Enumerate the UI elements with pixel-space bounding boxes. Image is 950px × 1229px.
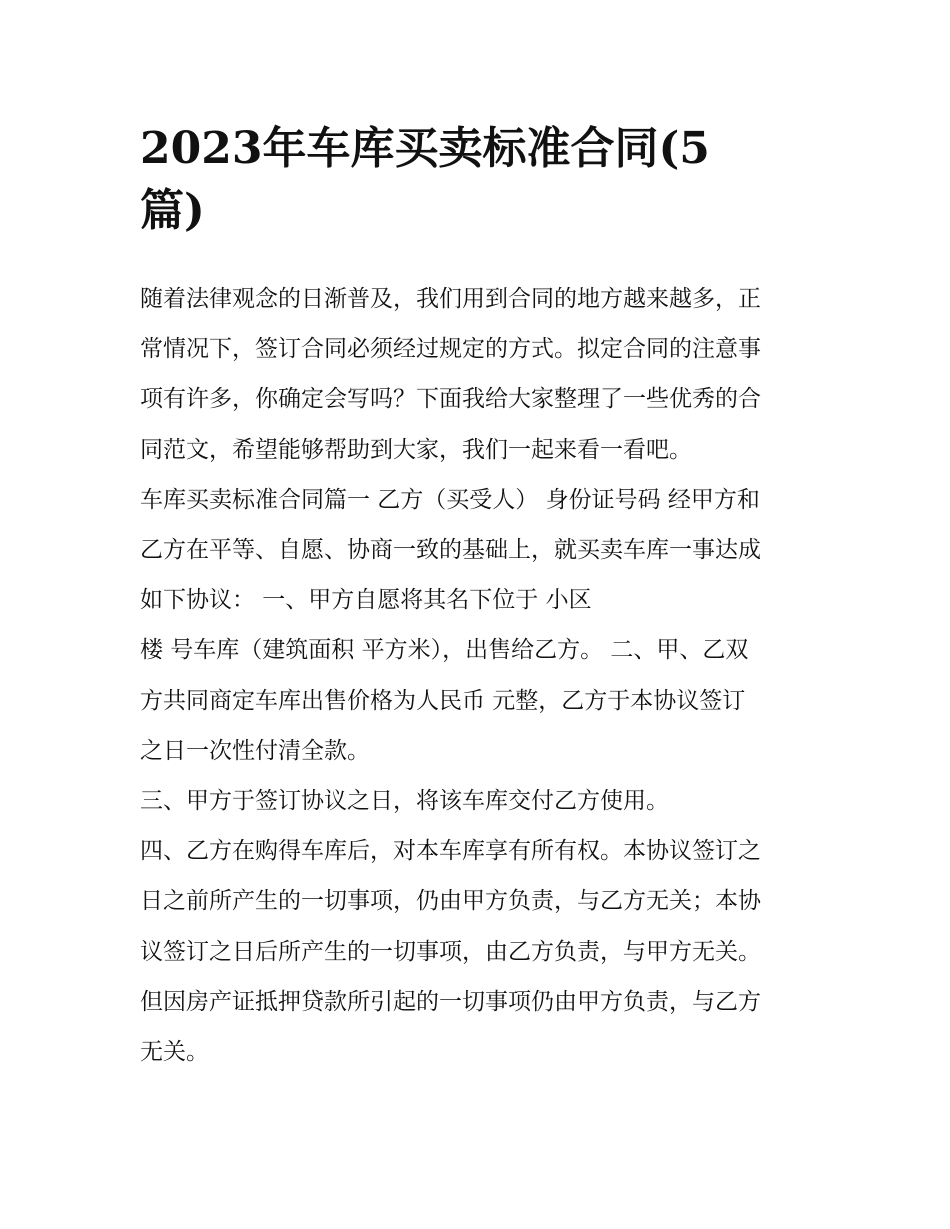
body-line: 乙方在平等、自愿、协商一致的基础上，就买卖车库一事达成 xyxy=(140,537,761,564)
body-line: 车库买卖标准合同篇一 乙方（买受人） 身份证号码 经甲方和 xyxy=(140,486,760,513)
body-line: 常情况下，签订合同必须经过规定的方式。拟定合同的注意事 xyxy=(140,336,761,363)
title-line-1: 2023年车库买卖标准合同(5 xyxy=(140,123,710,174)
body-line: 日之前所产生的一切事项，仍由甲方负责，与乙方无关；本协 xyxy=(140,888,761,915)
body-line: 如下协议： 一、甲方自愿将其名下位于 小区 xyxy=(140,587,592,614)
body-line: 三、甲方于签订协议之日，将该车库交付乙方使用。 xyxy=(140,788,669,815)
body-line: 四、乙方在购得车库后，对本车库享有所有权。本协议签订之 xyxy=(140,838,761,865)
body-line: 但因房产证抵押贷款所引起的一切事项仍由甲方负责，与乙方 xyxy=(140,988,761,1015)
body-line: 方共同商定车库出售价格为人民币 元整，乙方于本协议签订 xyxy=(140,687,746,714)
body-line: 之日一次性付清全款。 xyxy=(140,737,370,764)
body-line: 楼 号车库（建筑面积 平方米），出售给乙方。 二、甲、乙双 xyxy=(140,637,749,664)
document-title xyxy=(140,118,816,242)
body-line: 项有许多，你确定会写吗？下面我给大家整理了一些优秀的合 xyxy=(140,386,761,413)
body-line: 议签订之日后所产生的一切事项，由乙方负责，与甲方无关。 xyxy=(140,938,761,965)
body-line: 无关。 xyxy=(140,1039,209,1066)
body-line: 同范文，希望能够帮助到大家，我们一起来看一看吧。 xyxy=(140,436,692,463)
title-line-2: 篇) xyxy=(140,185,205,236)
document-body xyxy=(140,274,816,1077)
document-page xyxy=(140,118,816,1077)
body-line: 随着法律观念的日渐普及，我们用到合同的地方越来越多，正 xyxy=(140,286,761,312)
